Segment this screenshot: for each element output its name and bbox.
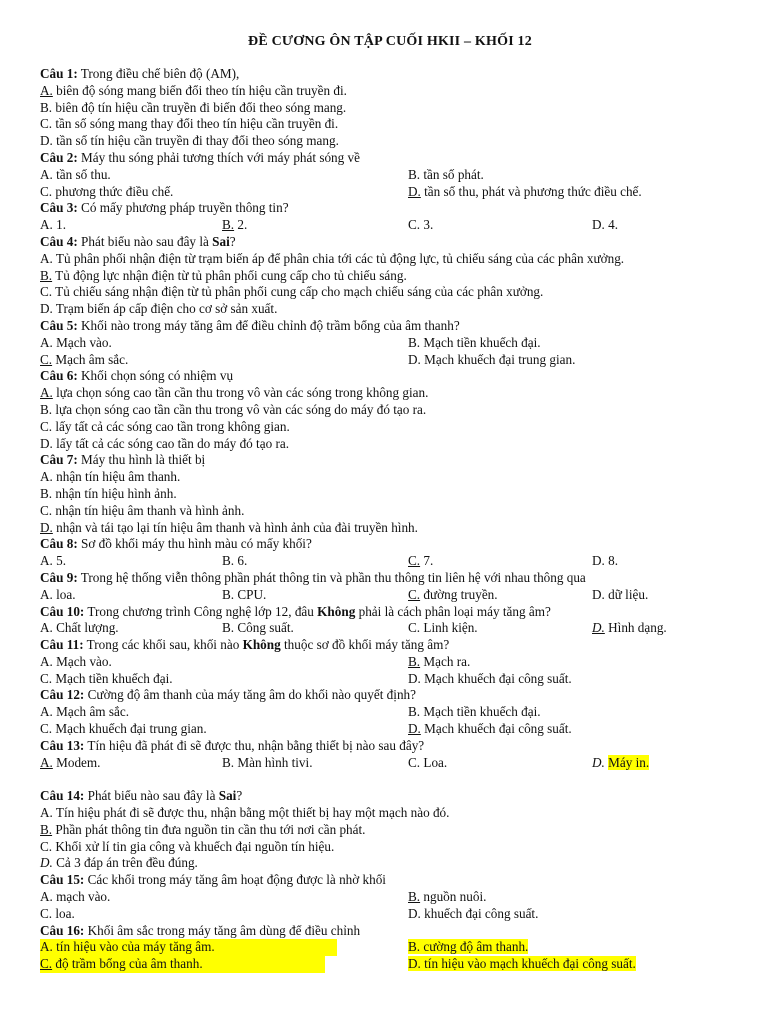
question-16: Câu 16: Khối âm sắc trong máy tăng âm dùng để điều chỉnh — [40, 922, 361, 938]
question-13: Câu 13: Tín hiệu đã phát đi sẽ được thu, nhận bằng thiết bị nào sau đây? — [40, 737, 425, 753]
option-a: A. 1. — [40, 217, 67, 233]
option-d: D. lấy tất cả các sóng cao tần do máy đó tạo ra. — [40, 435, 290, 451]
option-a: A. Modem. — [40, 754, 101, 770]
options-row — [40, 704, 740, 721]
question-1: Câu 1: Trong điều chế biên độ (AM), — [40, 66, 240, 81]
option-b: B. Mạch tiền khuếch đại. — [408, 334, 541, 350]
option-a: A. Mạch vào. — [40, 334, 112, 350]
blank-line — [40, 771, 740, 788]
option-a: A. mạch vào. — [40, 889, 111, 905]
options-row — [40, 217, 740, 234]
option-d: D. Hình dạng. — [592, 620, 667, 636]
option-c: C. Mạch khuếch đại trung gian. — [40, 721, 207, 737]
options-row — [40, 587, 740, 604]
page-title: ĐỀ CƯƠNG ÔN TẬP CUỐI HKII – KHỐI 12 — [248, 34, 532, 49]
option-c: C. 3. — [408, 217, 434, 233]
option-c: C. 7. — [408, 553, 434, 569]
option-d: D. tần số thu, phát và phương thức điều chế. — [408, 183, 642, 199]
option-b: B. Mạch tiền khuếch đại. — [408, 704, 541, 720]
option-b: B. CPU. — [222, 586, 267, 602]
question-6: Câu 6: Khối chọn sóng có nhiệm vụ — [40, 368, 234, 384]
question-14: Câu 14: Phát biểu nào sau đây là Sai? — [40, 788, 243, 804]
option-d: D. khuếch đại công suất. — [408, 905, 539, 921]
option-d: D. Mạch khuếch đại công suất. — [408, 670, 572, 686]
question-8: Câu 8: Sơ đồ khối máy thu hình màu có mấy khối? — [40, 536, 312, 552]
question-10: Câu 10: Trong chương trình Công nghệ lớp 12, đâu Không phải là cách phân loại máy tăng âm? — [40, 603, 551, 619]
option-c: C. tần số sóng mang thay đổi theo tín hiệu cần truyền đi. — [40, 116, 339, 132]
option-d: D. Cả 3 đáp án trên đều đúng. — [40, 855, 198, 871]
options-row — [40, 620, 740, 637]
option-a: A. Tín hiệu phát đi sẽ được thu, nhận bằng một thiết bị hay một mạch nào đó. — [40, 805, 450, 821]
option-c: C. Tủ chiếu sáng nhận điện từ tủ phân phối cung cấp cho mạch chiếu sáng của các phân xưởng. — [40, 284, 544, 300]
option-b: B. Phần phát thông tin đưa nguồn tin cần thu tới nơi cần phát. — [40, 821, 366, 837]
option-d: D. Máy in. — [592, 754, 650, 770]
exam-page — [40, 34, 740, 973]
option-c: C. Loa. — [408, 754, 448, 770]
option-c: C. phương thức điều chế. — [40, 183, 174, 199]
option-b: B. Mạch ra. — [408, 653, 471, 669]
question-5: Câu 5: Khối nào trong máy tăng âm để điều chỉnh độ trầm bổng của âm thanh? — [40, 317, 460, 333]
options-row — [40, 939, 740, 956]
options-row — [40, 906, 740, 923]
option-b: B. tần số phát. — [408, 166, 484, 182]
option-a: A. lựa chọn sóng cao tần cần thu trong vô vàn các sóng trong không gian. — [40, 385, 429, 401]
options-row — [40, 956, 740, 973]
option-d: D. Trạm biến áp cấp điện cho cơ sở sản xuất. — [40, 301, 278, 317]
option-a: A. Chất lượng. — [40, 620, 119, 636]
option-a: A. biên độ sóng mang biến đổi theo tín hiệu cần truyền đi. — [40, 82, 347, 98]
option-c: C. Khối xử lí tin gia công và khuếch đại nguồn tín hiệu. — [40, 838, 335, 854]
option-c: C. Linh kiện. — [408, 620, 478, 636]
option-b: B. cường độ âm thanh. — [408, 939, 529, 955]
option-b: B. lựa chọn sóng cao tần cần thu trong vô vàn các sóng do máy đó tạo ra. — [40, 401, 427, 417]
option-d: D. Mạch khuếch đại trung gian. — [408, 351, 576, 367]
option-b: B. biên độ tín hiệu cần truyền đi biến đổi theo sóng mang. — [40, 99, 347, 115]
option-d: D. 4. — [592, 217, 619, 233]
question-4: Câu 4: Phát biểu nào sau đây là Sai? — [40, 233, 236, 249]
option-d: D. tín hiệu vào mạch khuếch đại công suất. — [408, 956, 636, 972]
option-c: C. độ trầm bổng của âm thanh. — [40, 956, 408, 973]
question-15: Câu 15: Các khối trong máy tăng âm hoạt động được là nhờ khối — [40, 872, 386, 888]
option-b: B. Công suất. — [222, 620, 294, 636]
options-row — [40, 889, 740, 906]
option-c: C. lấy tất cả các sóng cao tần trong không gian. — [40, 418, 290, 434]
option-d: D. 8. — [592, 553, 619, 569]
option-d: D. nhận và tái tạo lại tín hiệu âm thanh và hình ảnh của đài truyền hình. — [40, 519, 418, 535]
question-7: Câu 7: Máy thu hình là thiết bị — [40, 452, 206, 468]
question-9: Câu 9: Trong hệ thống viễn thông phần phát thông tin và phần thu thông tin liên hệ với nhau thông qua — [40, 569, 586, 585]
options-row — [40, 671, 740, 688]
option-b: B. nhận tín hiệu hình ảnh. — [40, 485, 177, 501]
options-row — [40, 553, 740, 570]
options-row — [40, 184, 740, 201]
option-b: B. nguồn nuôi. — [408, 889, 487, 905]
options-row — [40, 335, 740, 352]
option-b: B. 6. — [222, 553, 248, 569]
option-c: C. đường truyền. — [408, 586, 498, 602]
option-a: A. loa. — [40, 586, 76, 602]
option-a: A. tần số thu. — [40, 166, 111, 182]
question-2: Câu 2: Máy thu sóng phải tương thích với máy phát sóng về — [40, 149, 360, 165]
option-d: D. tần số tín hiệu cần truyền đi thay đổi theo sóng mang. — [40, 133, 339, 149]
options-row — [40, 721, 740, 738]
option-d: D. Mạch khuếch đại công suất. — [408, 721, 572, 737]
question-label: Câu 1: — [40, 66, 78, 81]
option-a: A. tín hiệu vào của máy tăng âm. — [40, 939, 408, 956]
option-a: A. nhận tín hiệu âm thanh. — [40, 469, 181, 485]
option-a: A. Mạch âm sắc. — [40, 704, 129, 720]
options-row — [40, 167, 740, 184]
option-a: A. Mạch vào. — [40, 653, 112, 669]
question-12: Câu 12: Cường độ âm thanh của máy tăng âm do khối nào quyết định? — [40, 687, 416, 703]
option-a: A. 5. — [40, 553, 67, 569]
options-row — [40, 352, 740, 369]
option-c: C. loa. — [40, 905, 75, 921]
option-d: D. dữ liệu. — [592, 586, 649, 602]
option-c: C. Mạch âm sắc. — [40, 351, 129, 367]
question-11: Câu 11: Trong các khối sau, khối nào Không thuộc sơ đồ khối máy tăng âm? — [40, 637, 450, 653]
question-3: Câu 3: Có mấy phương pháp truyền thông tin? — [40, 200, 289, 216]
option-a: A. Tủ phân phối nhận điện từ trạm biến áp để phân chia tới các tủ động lực, tủ chiếu sáng của các phân xưởng. — [40, 250, 625, 266]
options-row — [40, 654, 740, 671]
option-b: B. Màn hình tivi. — [222, 754, 313, 770]
option-b: B. 2. — [222, 217, 248, 233]
option-c: C. Mạch tiền khuếch đại. — [40, 670, 173, 686]
option-c: C. nhận tín hiệu âm thanh và hình ảnh. — [40, 502, 245, 518]
options-row — [40, 755, 740, 772]
option-b: B. Tủ động lực nhận điện từ tủ phân phối cung cấp cho tủ chiếu sáng. — [40, 267, 407, 283]
